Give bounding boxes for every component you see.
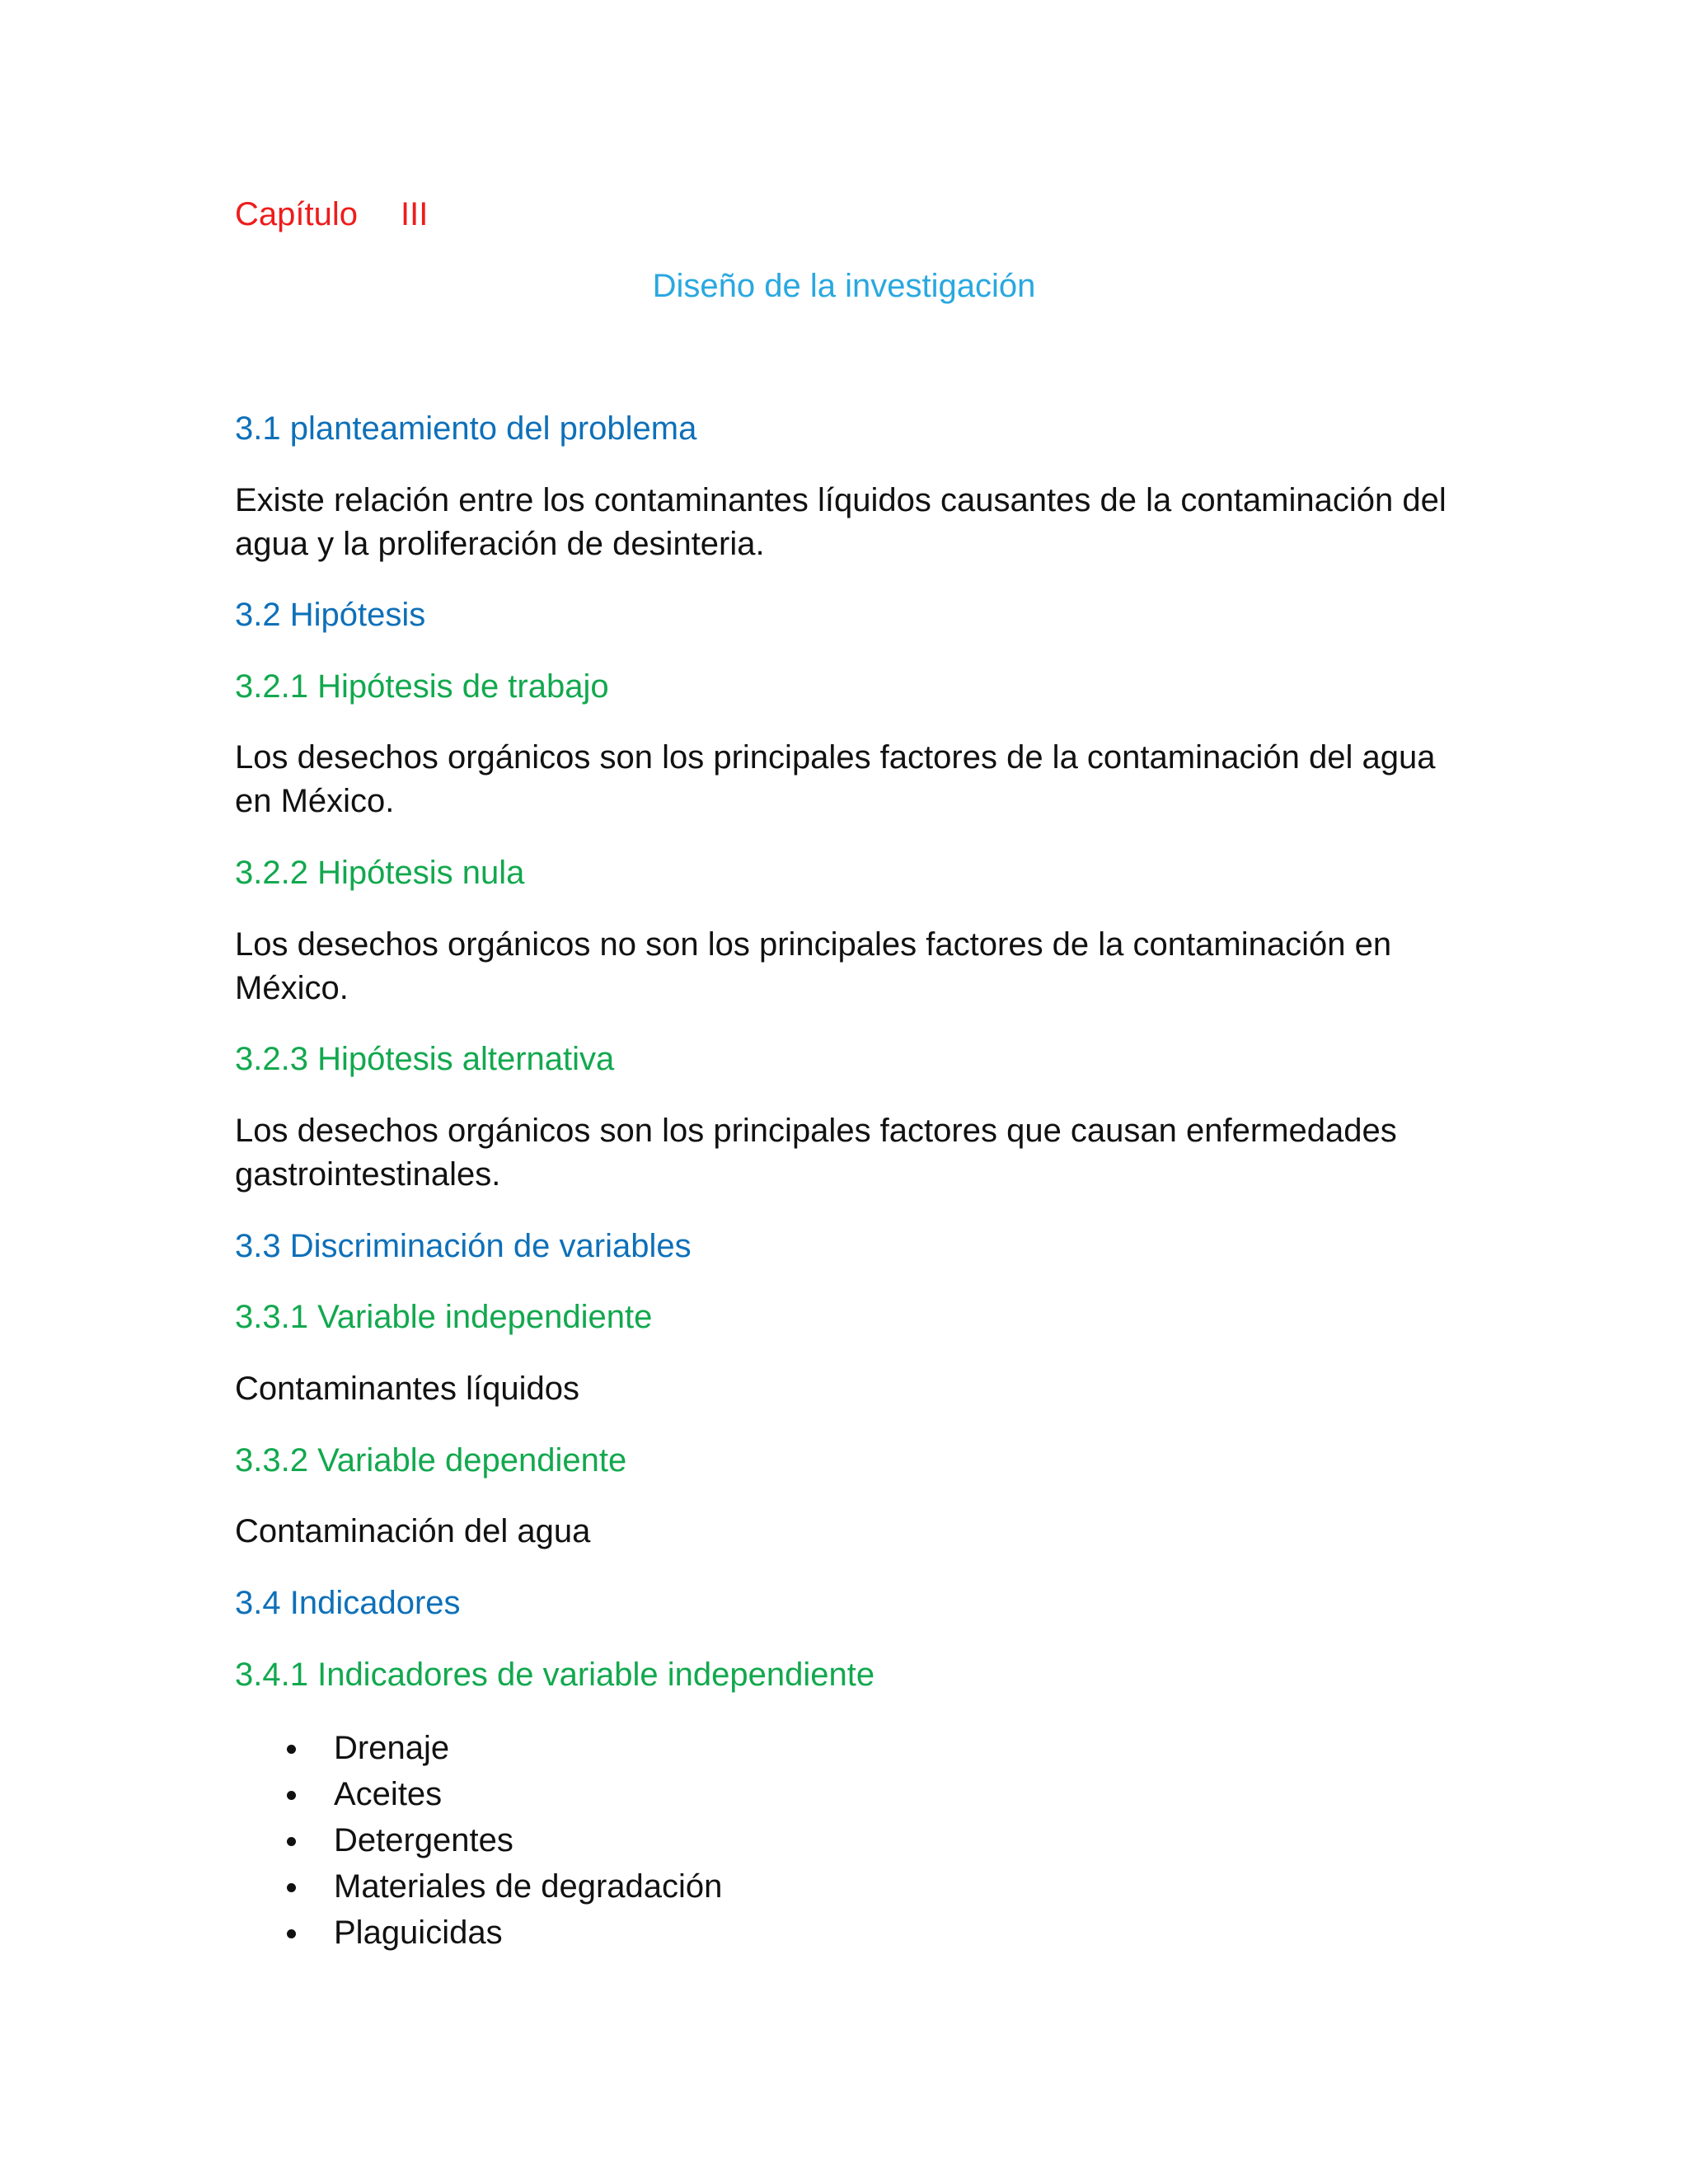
section-heading-3-2-2: 3.2.2 Hipótesis nula <box>235 855 525 891</box>
chapter-heading <box>235 193 428 237</box>
section-text-3-3-1: Contaminantes líquidos <box>235 1371 580 1407</box>
document-title: Diseño de la investigación <box>652 268 1036 304</box>
section-heading-3-1: 3.1 planteamiento del problema <box>235 410 697 447</box>
section-heading-3-3-1: 3.3.1 Variable independiente <box>235 1299 653 1335</box>
list-item-text: Plaguicidas <box>334 1915 503 1951</box>
bullet-icon <box>287 1791 296 1800</box>
list-item <box>235 1725 722 1771</box>
section-heading-3-3-2: 3.3.2 Variable dependiente <box>235 1442 627 1479</box>
section-heading-3-2-3: 3.2.3 Hipótesis alternativa <box>235 1041 615 1077</box>
bullet-icon <box>287 1837 296 1846</box>
list-item-text: Aceites <box>334 1776 443 1812</box>
list-item <box>235 1771 722 1817</box>
list-item <box>235 1910 722 1956</box>
list-item-text: Drenaje <box>334 1730 450 1766</box>
chapter-label: Capítulo <box>235 196 358 232</box>
bullet-icon <box>287 1745 296 1754</box>
section-text-3-2-2: Los desechos orgánicos no son los principales factores de la contaminación en México. <box>235 926 1392 1006</box>
section-text-3-1: Existe relación entre los contaminantes líquidos causantes de la contaminación del agua y la proliferación de desinteria. <box>235 482 1447 562</box>
section-text-3-3-2: Contaminación del agua <box>235 1513 591 1549</box>
bullet-icon <box>287 1883 296 1892</box>
section-heading-3-2-1: 3.2.1 Hipótesis de trabajo <box>235 668 609 705</box>
section-heading-3-4-1: 3.4.1 Indicadores de variable independiente <box>235 1657 875 1693</box>
section-text-3-2-1: Los desechos orgánicos son los principales factores de la contaminación del agua en México. <box>235 739 1436 819</box>
section-heading-3-3: 3.3 Discriminación de variables <box>235 1228 692 1264</box>
bullet-icon <box>287 1929 296 1938</box>
section-heading-3-2: 3.2 Hipótesis <box>235 597 426 633</box>
list-item <box>235 1817 722 1863</box>
list-item <box>235 1863 722 1910</box>
section-heading-3-4: 3.4 Indicadores <box>235 1585 461 1621</box>
indicators-list <box>235 1725 722 1956</box>
chapter-number: III <box>400 196 429 232</box>
list-item-text: Detergentes <box>334 1822 513 1858</box>
list-item-text: Materiales de degradación <box>334 1868 723 1905</box>
section-text-3-2-3: Los desechos orgánicos son los principales factores que causan enfermedades gastrointestinales. <box>235 1113 1397 1193</box>
